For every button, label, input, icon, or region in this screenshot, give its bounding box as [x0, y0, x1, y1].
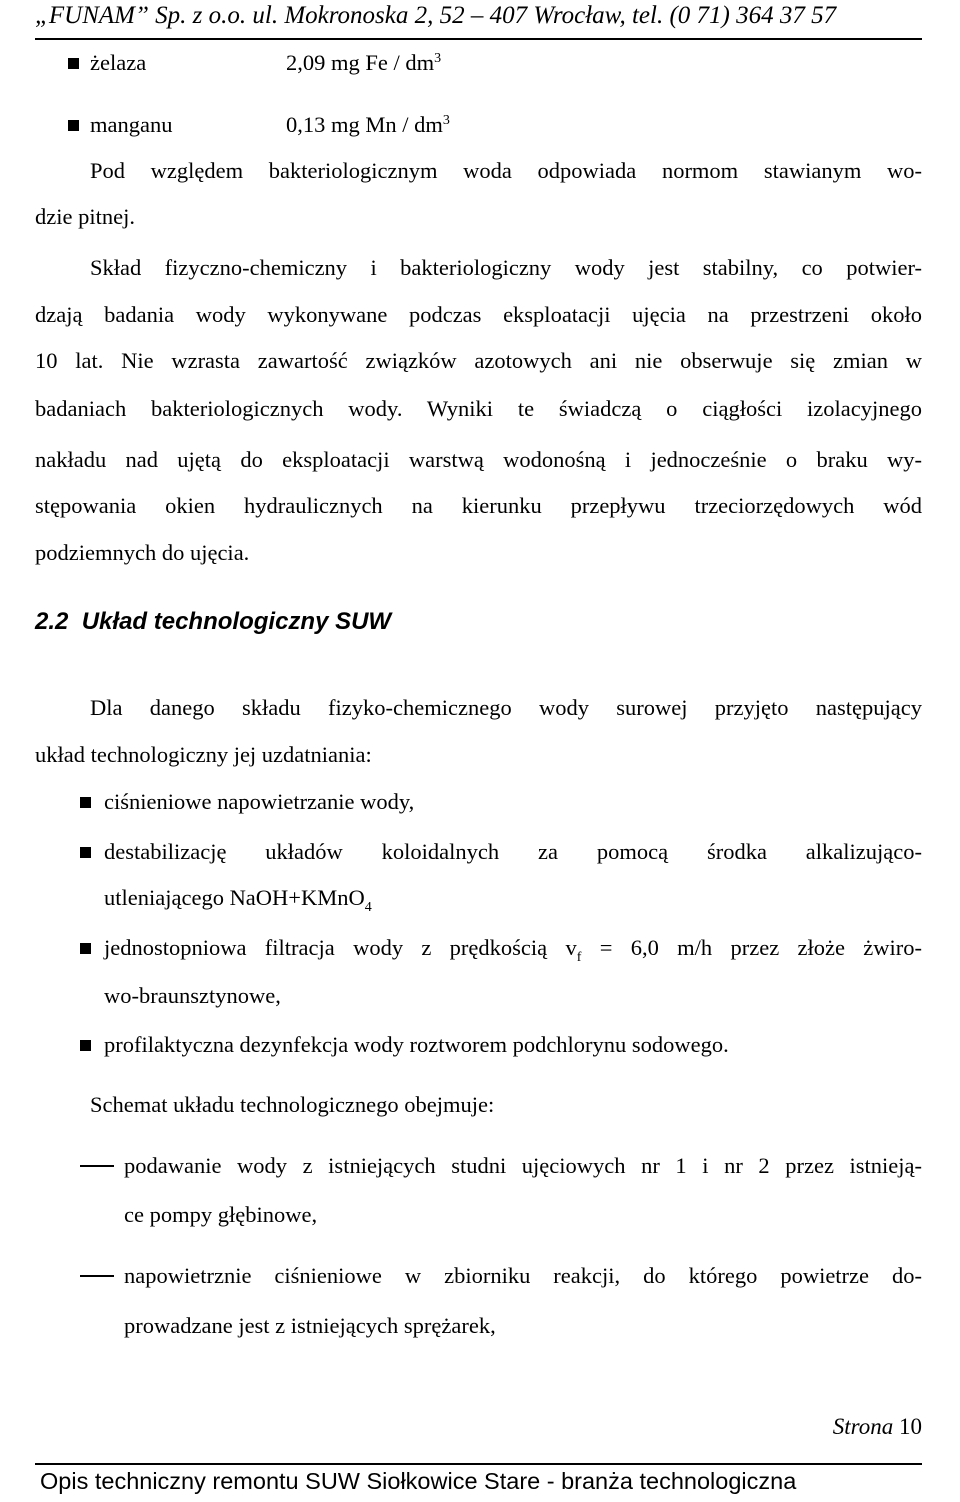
step-item: profilaktyczna dezynfekcja wody roztworem podchlorynu sodowego.: [104, 1032, 729, 1057]
step-item-continuation: utleniającego NaOH+KMnO$_4$: [104, 885, 372, 915]
schema-item: napowietrznie ciśnieniowe w zbiorniku reakcji, do którego powietrze do-: [124, 1263, 922, 1288]
paragraph-line: stępowania okien hydraulicznych na kierunku przepływu trzeciorzędowych wód: [35, 493, 922, 518]
paragraph-line: Dla danego składu fizyko-chemicznego wody surowej przyjęto następujący: [90, 695, 922, 720]
dash-bullet-icon: [80, 1165, 114, 1167]
schema-item-continuation: ce pompy głębinowe,: [124, 1202, 318, 1227]
param-name-iron: żelaza: [90, 50, 147, 75]
step-item: ciśnieniowe napowietrzanie wody,: [104, 789, 415, 814]
paragraph-line: nakładu nad ujętą do eksploatacji warstwą wodonośną i jednocześnie o braku wy-: [35, 447, 922, 472]
paragraph-line: 10 lat. Nie wzrasta zawartość związków azotowych ani nie obserwuje się zmian w: [35, 348, 922, 373]
page-header: „FUNAM” Sp. z o.o. ul. Mokronoska 2, 52 – 407 Wrocław, tel. (0 71) 364 37 57: [35, 2, 837, 29]
paragraph-line: podziemnych do ujęcia.: [35, 540, 250, 565]
page-footer: Opis techniczny remontu SUW Siołkowice Stare - branża technologiczna: [40, 1468, 797, 1494]
step-item-continuation: wo-braunsztynowe,: [104, 983, 281, 1008]
bullet-square-icon: [80, 943, 91, 954]
paragraph-line: Pod względem bakteriologicznym woda odpowiada normom stawianym wo-: [90, 158, 922, 183]
param-value-iron: 2,09 mg Fe / $dm^3$: [286, 50, 442, 75]
paragraph-line: badaniach bakteriologicznych wody. Wyniki te świadczą o ciągłości izolacyjnego: [35, 396, 922, 421]
step-item: jednostopniowa filtracja wody z prędkością $v_f = 6,0$ m/h przez złoże żwiro-: [104, 935, 922, 965]
bullet-square-icon: [68, 58, 79, 69]
header-rule: [35, 38, 922, 40]
section-heading: 2.2 Układ technologiczny SUW: [35, 608, 392, 635]
schema-item: podawanie wody z istniejących studni ujęciowych nr 1 i nr 2 przez istnieją-: [124, 1153, 922, 1178]
bullet-square-icon: [80, 847, 91, 858]
paragraph-line: Skład fizyczno-chemiczny i bakteriologiczny wody jest stabilny, co potwier-: [90, 255, 922, 280]
schema-intro: Schemat układu technologicznego obejmuje:: [90, 1092, 495, 1117]
bullet-square-icon: [68, 120, 79, 131]
param-name-manganese: manganu: [90, 112, 173, 137]
paragraph-line: układ technologiczny jej uzdatniania:: [35, 742, 372, 767]
param-value-manganese: 0,13 mg Mn / $dm^3$: [286, 112, 450, 137]
bullet-square-icon: [80, 797, 91, 808]
schema-item-continuation: prowadzane jest z istniejących sprężarek,: [124, 1313, 496, 1338]
step-item: destabilizację układów koloidalnych za pomocą środka alkalizująco-: [104, 839, 922, 864]
page-number: Strona 10: [832, 1414, 922, 1439]
dash-bullet-icon: [80, 1275, 114, 1277]
paragraph-line: dzają badania wody wykonywane podczas eksploatacji ujęcia na przestrzeni około: [35, 302, 922, 327]
footer-rule: [35, 1463, 922, 1465]
bullet-square-icon: [80, 1040, 91, 1051]
paragraph-line: dzie pitnej.: [35, 204, 135, 229]
